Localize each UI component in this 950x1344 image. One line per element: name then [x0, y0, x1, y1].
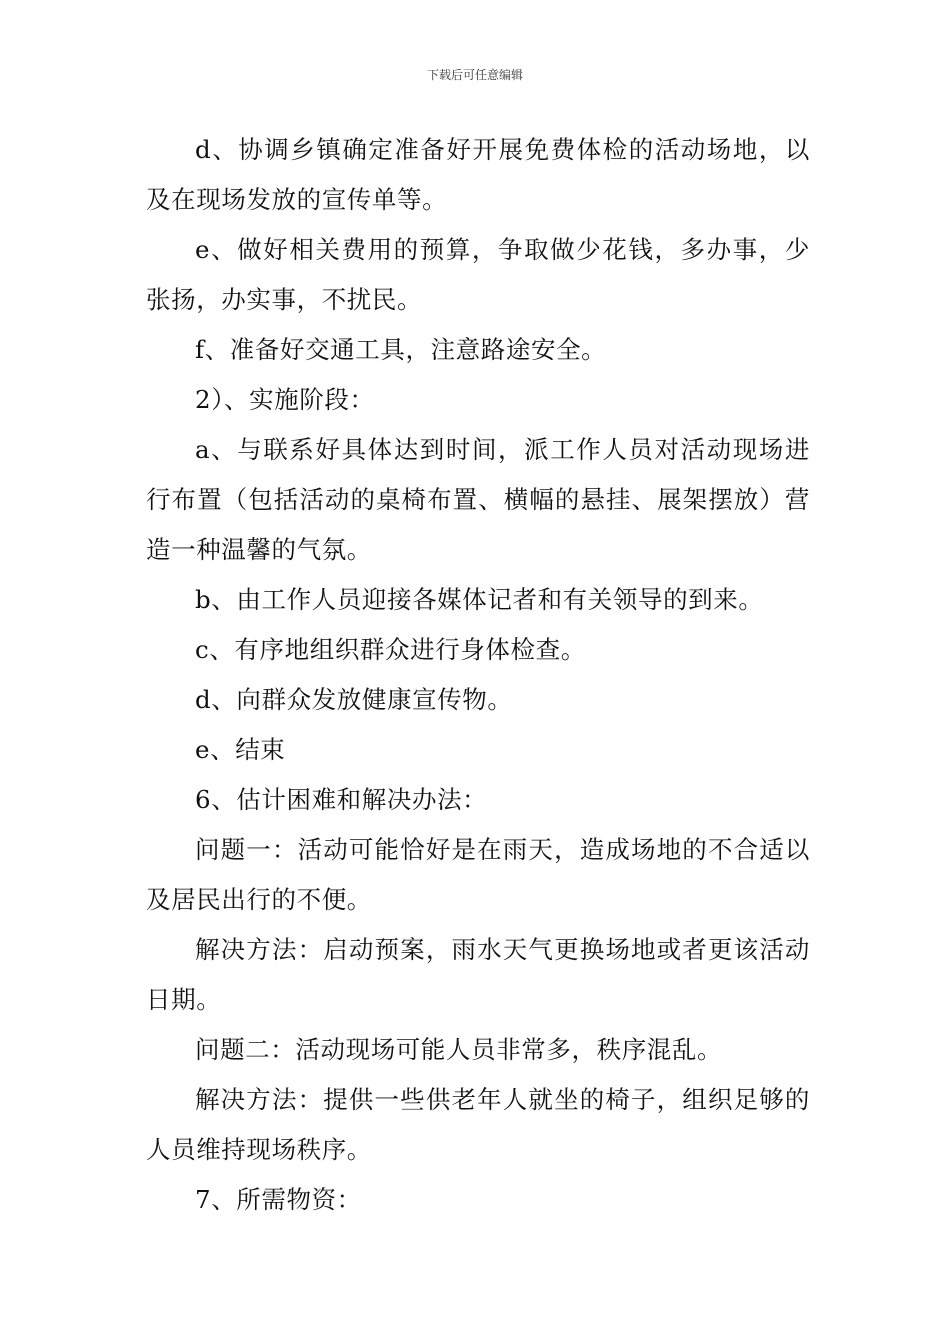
- document-body: [146, 125, 810, 1225]
- section-heading: 6、估计困难和解决办法：: [195, 785, 488, 814]
- paragraph: d、协调乡镇确定准备好开展免费体检的活动场地，以及在现场发放的宣传单等。: [146, 135, 810, 214]
- paragraph: e、做好相关费用的预算，争取做少花钱，多办事，少张扬，办实事，不扰民。: [146, 235, 810, 314]
- paragraph: b、由工作人员迎接各媒体记者和有关领导的到来。: [195, 585, 764, 614]
- page-header-note: 下载后可任意编辑: [426, 68, 523, 82]
- paragraph: c、有序地组织群众进行身体检查。: [195, 635, 586, 664]
- paragraph: 问题二：活动现场可能人员非常多，秩序混乱。: [195, 1035, 723, 1064]
- paragraph: 解决方法：提供一些供老年人就坐的椅子，组织足够的人员维持现场秩序。: [146, 1085, 810, 1164]
- paragraph: 解决方法：启动预案，雨水天气更换场地或者更该活动日期。: [146, 935, 810, 1014]
- paragraph: d、向群众发放健康宣传物。: [195, 685, 513, 714]
- paragraph: e、结束: [195, 735, 286, 764]
- paragraph: f、准备好交通工具，注意路途安全。: [195, 335, 607, 364]
- paragraph: 问题一：活动可能恰好是在雨天，造成场地的不合适以及居民出行的不便。: [146, 835, 810, 914]
- section-heading: 7、所需物资：: [195, 1185, 362, 1214]
- section-heading: 2）、实施阶段：: [195, 385, 375, 414]
- paragraph: a、与联系好具体达到时间，派工作人员对活动现场进行布置（包括活动的桌椅布置、横幅的悬挂、展架摆放）营造一种温馨的气氛。: [146, 435, 810, 564]
